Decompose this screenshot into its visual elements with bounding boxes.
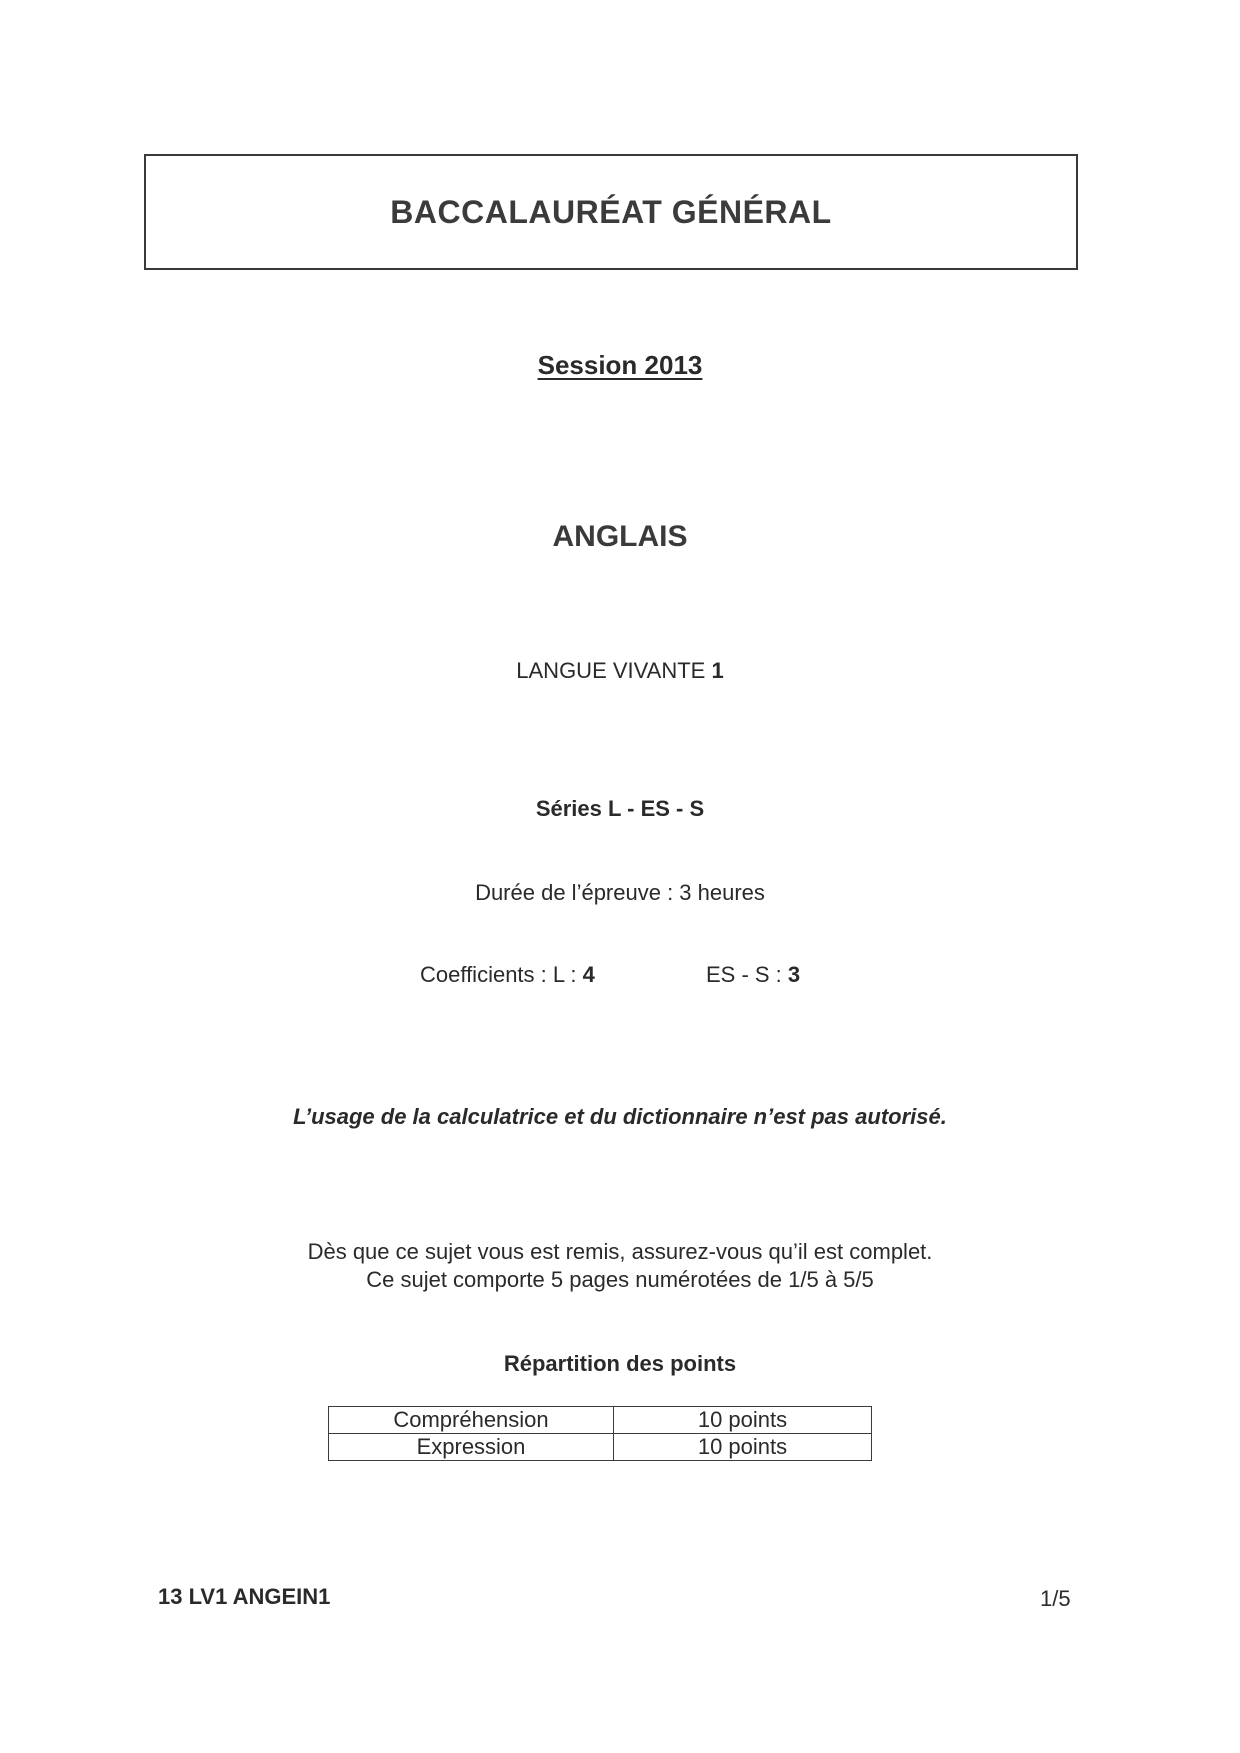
duree-line: Durée de l’épreuve : 3 heures: [475, 880, 765, 905]
table-cell-points: 10 points: [614, 1434, 872, 1461]
table-row: [329, 1407, 872, 1434]
langue-label: LANGUE VIVANTE: [516, 658, 706, 683]
exam-code: 13 LV1 ANGEIN1: [158, 1584, 331, 1609]
series-line: Séries L - ES - S: [535, 796, 705, 821]
page-number: 1/5: [1040, 1586, 1071, 1611]
table-cell-label: Compréhension: [329, 1407, 614, 1434]
usage-notice: L’usage de la calculatrice et du dictionnaire n’est pas autorisé.: [293, 1104, 947, 1129]
langue-vivante: [0, 658, 1240, 684]
table-row: [329, 1434, 872, 1461]
coefficient-literary: [420, 962, 595, 988]
coefficient-right-label: ES - S :: [706, 962, 782, 987]
instruction-line-2: Ce sujet comporte 5 pages numérotées de 1/5 à 5/5: [366, 1267, 874, 1292]
instructions: [0, 1238, 1240, 1294]
coefficient-left-value: 4: [582, 962, 595, 987]
session-heading: Session 2013: [537, 350, 703, 380]
coefficient-left-label: Coefficients : L :: [420, 962, 577, 987]
table-cell-points: 10 points: [614, 1407, 872, 1434]
repartition-title: Répartition des points: [503, 1351, 737, 1376]
subject-heading: ANGLAIS: [552, 520, 688, 553]
coefficient-right-value: 3: [787, 962, 801, 987]
coefficient-es-s: [706, 962, 800, 988]
instruction-line-1: Dès que ce sujet vous est remis, assurez-vous qu’il est complet.: [307, 1239, 933, 1264]
points-table: [328, 1406, 872, 1461]
title-box: [144, 154, 1078, 270]
exam-title: BACCALAURÉAT GÉNÉRAL: [390, 194, 832, 230]
table-cell-label: Expression: [329, 1434, 614, 1461]
langue-number: 1: [711, 658, 724, 683]
